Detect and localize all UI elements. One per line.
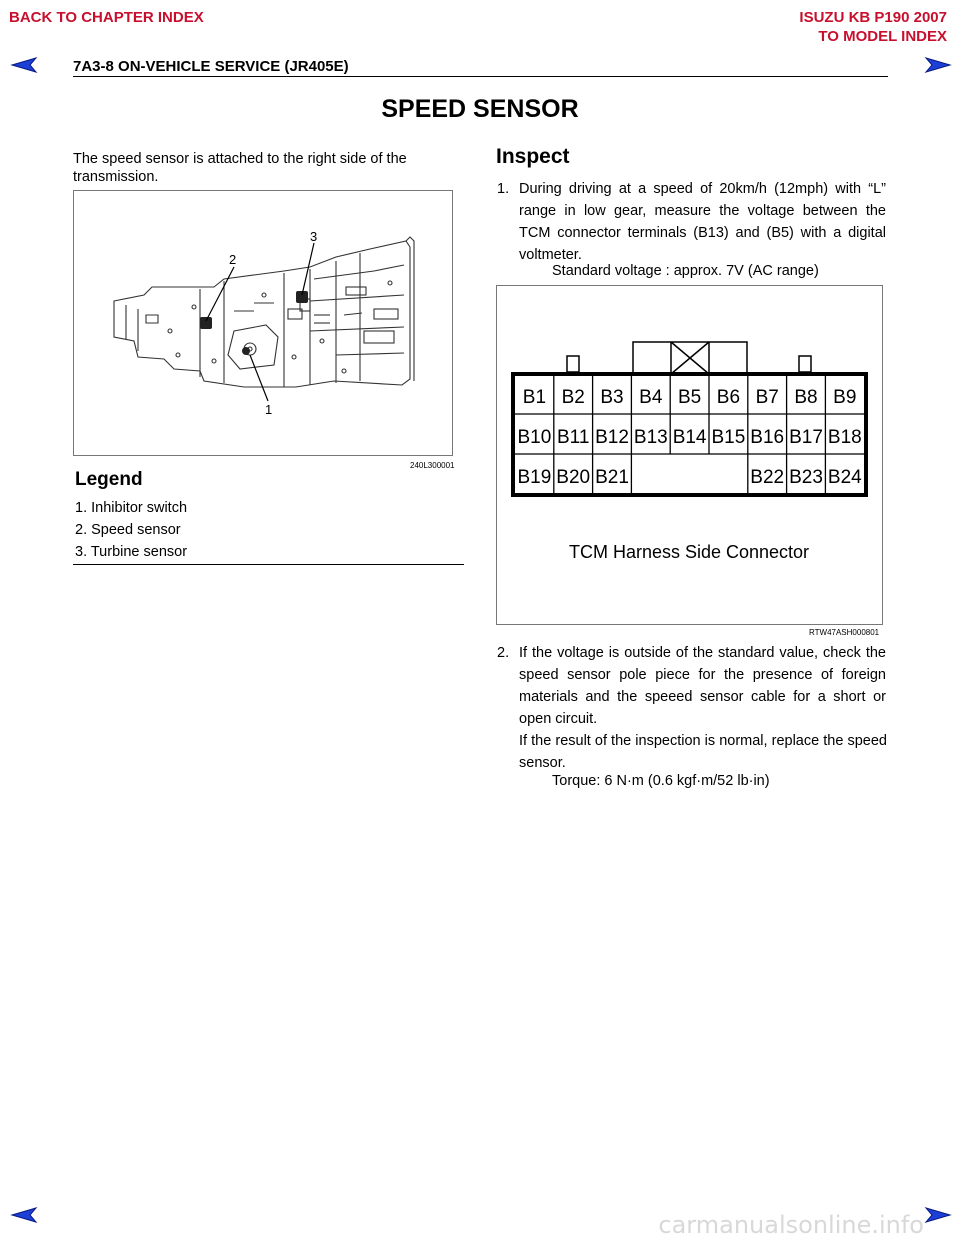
pin-b7: B7 [755,387,779,408]
figure1-caption: 240L300001 [410,461,455,470]
pin-b17: B17 [789,427,823,448]
pin-b4: B4 [639,387,663,408]
prev-page-arrow-bottom-icon[interactable] [10,1207,40,1223]
watermark-text: carmanualsonline.info [658,1211,924,1239]
header-divider [73,76,888,77]
next-page-arrow-icon[interactable] [922,57,952,73]
step-2-number: 2. [497,645,510,661]
to-model-index-link[interactable]: TO MODEL INDEX [818,28,947,45]
transmission-drawing [74,191,452,455]
model-title-link[interactable]: ISUZU KB P190 2007 [799,9,947,26]
inspect-step-1 [497,178,887,266]
callout-3: 3 [310,229,318,244]
pin-b22: B22 [750,467,785,488]
page-title: SPEED SENSOR [381,95,579,123]
pin-b21: B21 [595,467,629,488]
standard-voltage: Standard voltage : approx. 7V (AC range) [552,263,819,279]
figure2-caption: RTW47ASH000801 [809,628,880,637]
pin-b9: B9 [833,387,857,408]
connector-label: TCM Harness Side Connector [568,542,810,562]
pin-b10: B10 [517,427,552,448]
next-page-arrow-bottom-icon[interactable] [922,1207,952,1223]
torque-spec: Torque: 6 N·m (0.6 kgf·m/52 lb·in) [552,773,770,789]
pin-b19: B19 [517,467,552,488]
pin-b15: B15 [711,427,746,448]
transmission-figure [73,190,453,456]
pin-b1: B1 [522,387,547,408]
legend-title: Legend [75,469,143,490]
legend-item-turbine-sensor: 3. Turbine sensor [75,544,188,560]
step-2-text: If the voltage is outside of the standard value, check the speed sensor pole piece for the presence of foreign materials and the speeed sensor cable for a short or open circuit. [519,645,886,727]
back-to-chapter-index-link[interactable]: BACK TO CHAPTER INDEX [9,9,204,26]
pin-b5: B5 [677,387,702,408]
pin-b20: B20 [556,467,591,488]
pin-b24: B24 [827,467,862,488]
inspect-step-2b [519,730,887,774]
inspect-heading: Inspect [496,145,570,168]
pin-b18: B18 [827,427,862,448]
callout-1: 1 [265,402,273,417]
pin-b12: B12 [595,427,629,448]
pin-b14: B14 [672,427,707,448]
page-section-header: 7A3-8 ON-VEHICLE SERVICE (JR405E) [73,58,349,75]
legend-item-speed-sensor: 2. Speed sensor [75,522,181,538]
connector-figure [496,285,883,625]
pin-b3: B3 [600,387,624,408]
pin-b11: B11 [556,427,590,448]
step-1-text: During driving at a speed of 20km/h (12mph) with “L” range in low gear, measure the voltage between the TCM connector terminals (B13) and (B5) with a digital voltmeter. [519,181,886,263]
pin-b8: B8 [794,387,818,408]
step-2b-text: If the result of the inspection is normal, replace the speed sensor. [519,733,887,771]
pin-b16: B16 [750,427,785,448]
pin-b13: B13 [633,427,668,448]
legend-item-inhibitor-switch: 1. Inhibitor switch [75,500,188,516]
inspect-step-2 [497,642,887,732]
step-1-number: 1. [497,181,510,197]
legend-divider [73,564,464,565]
pin-b6: B6 [716,387,741,408]
intro-paragraph: The speed sensor is attached to the right side of the transmission. [73,151,407,185]
tcm-connector-diagram [497,286,882,624]
pin-b23: B23 [789,467,823,488]
prev-page-arrow-icon[interactable] [10,57,40,73]
pin-b2: B2 [561,387,585,408]
callout-2: 2 [229,252,237,267]
